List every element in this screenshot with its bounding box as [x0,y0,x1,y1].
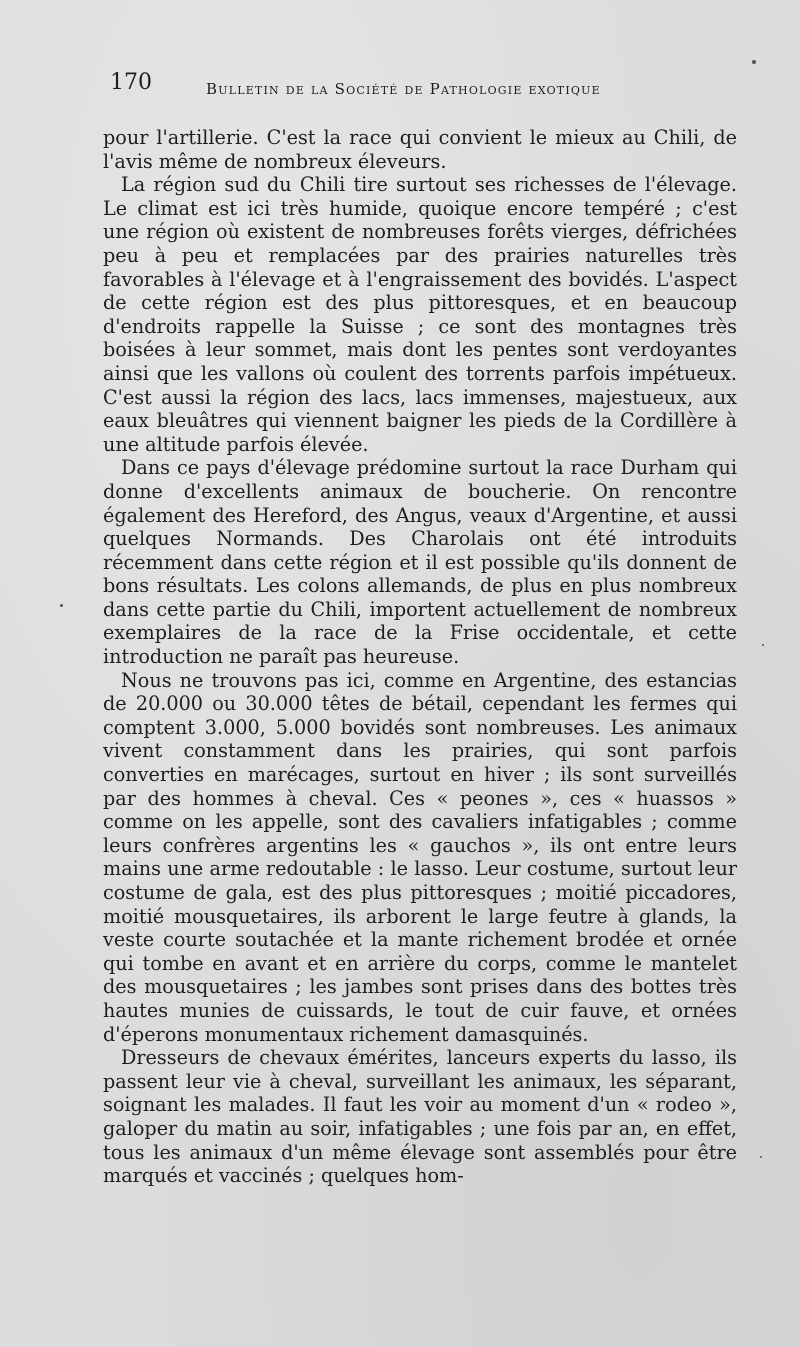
paper-speck [60,604,63,607]
paragraph-5: Dresseurs de chevaux émérites, lanceurs experts du lasso, ils passent leur vie à cheval, surveillant les animaux, les séparant, soignant les malades. Il faut les voir au moment d'un « rodeo », galoper du matin au soir, infatigables ; une fois par an, en effet, tous les animaux d'un même élevage sont assemblés pour être marqués et vaccinés ; quelques hom- [103,1046,737,1188]
running-head [110,70,750,106]
journal-title: Bulletin de la Société de Pathologie exotique [206,80,601,98]
paragraph-1: pour l'artillerie. C'est la race qui convient le mieux au Chili, de l'avis même de nombreux éleveurs. [103,126,737,173]
body-text [103,126,737,1188]
paper-speck [752,60,756,64]
page-number: 170 [110,70,152,95]
paragraph-4: Nous ne trouvons pas ici, comme en Argentine, des estancias de 20.000 ou 30.000 têtes de bétail, cependant les fermes qui comptent 3.000, 5.000 bovidés sont nombreuses. Les animaux vivent constamment dans les prairies, qui sont parfois converties en marécages, surtout en hiver ; ils sont surveillés par des hommes à cheval. Ces « peones », ces « huassos » comme on les appelle, sont des cavaliers infatigables ; comme leurs confrères argentins les « gauchos », ils ont entre leurs mains une arme redoutable : le lasso. Leur costume, surtout leur costume de gala, est des plus pittoresques ; moitié piccadores, moitié mousquetaires, ils arborent le large feutre à glands, la veste courte soutachée et la mante richement brodée et ornée qui tombe en avant et en arrière du corps, comme le mantelet des mousquetaires ; les jambes sont prises dans des bottes très hautes munies de cuissards, le tout de cuir fauve, et ornées d'éperons monumentaux richement damasquinés. [103,668,737,1046]
paragraph-3: Dans ce pays d'élevage prédomine surtout la race Durham qui donne d'excellents animaux de boucherie. On rencontre également des Hereford, des Angus, veaux d'Argentine, et aussi quelques Normands. Des Charolais ont été introduits récemment dans cette région et il est possible qu'ils donnent de bons résultats. Les colons allemands, de plus en plus nombreux dans cette partie du Chili, importent actuellement de nombreux exemplaires de la race de la Frise occidentale, et cette introduction ne paraît pas heureuse. [103,456,737,669]
paper-speck [762,644,764,646]
paper-speck [760,1156,762,1158]
paragraph-2: La région sud du Chili tire surtout ses richesses de l'élevage. Le climat est ici très humide, quoique encore tempéré ; c'est une région où existent de nombreuses forêts vierges, défrichées peu à peu et remplacées par des prairies naturelles très favorables à l'élevage et à l'engraissement des bovidés. L'aspect de cette région est des plus pittoresques, et en beaucoup d'endroits rappelle la Suisse ; ce sont des montagnes très boisées à leur sommet, mais dont les pentes sont verdoyantes ainsi que les vallons où coulent des torrents parfois impétueux. C'est aussi la région des lacs, lacs immenses, majestueux, aux eaux bleuâtres qui viennent baigner les pieds de la Cordillère à une altitude parfois élevée. [103,173,737,456]
